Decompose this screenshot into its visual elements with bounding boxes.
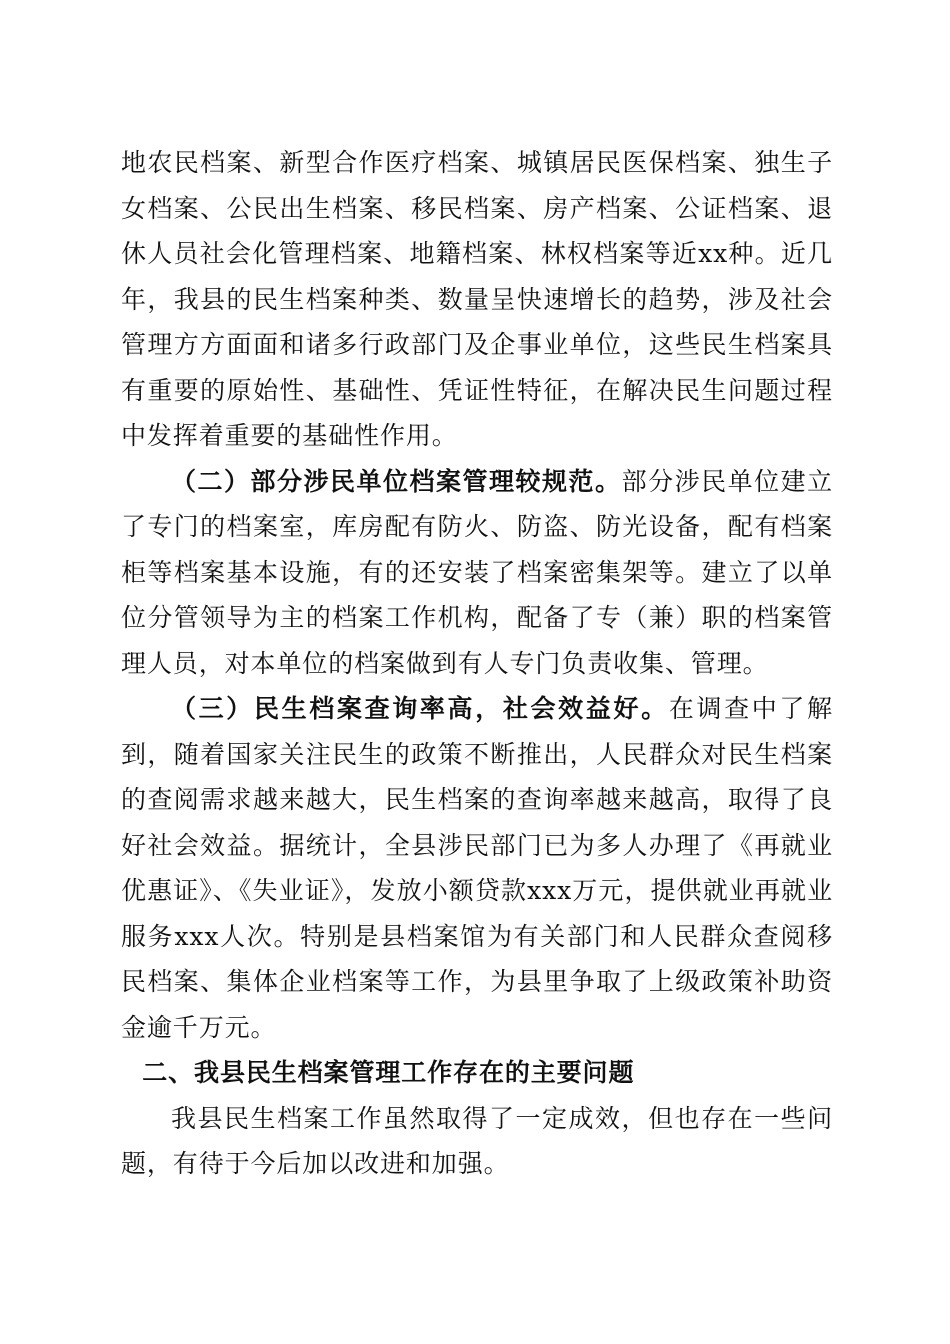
paragraph-text: 在调查中了解到，随着国家关注民生的政策不断推出，人民群众对民生档案的查阅需求越来越大，民生档案的查询率越来越高，取得了良好社会效益。据统计，全县涉民部门已为多人办理了《再就业优惠证》、《失业证》，发放小额贷款xxx万元，提供就业再就业服务xxx人次。特别是县档案馆为有关部门和人民群众查阅移民档案、集体企业档案等工作，为县里争取了上级政策补助资金逾千万元。 — [121, 694, 833, 1042]
paragraph-query-rate — [121, 686, 833, 1050]
paragraph-unit-management — [121, 459, 833, 687]
paragraph-text: 部分涉民单位建立了专门的档案室，库房配有防火、防盗、防光设备，配有档案柜等档案基本设施，有的还安装了档案密集架等。建立了以单位分管领导为主的档案工作机构，配备了专（兼）职的档案管理人员，对本单位的档案做到有人专门负责收集、管理。 — [121, 466, 833, 678]
paragraph-archive-types — [121, 140, 833, 459]
paragraph-text: 地农民档案、新型合作医疗档案、城镇居民医保档案、独生子女档案、公民出生档案、移民档案、房产档案、公证档案、退休人员社会化管理档案、地籍档案、林权档案等近xx种。近几年，我县的民生档案种类、数量呈快速增长的趋势，涉及社会管理方方面面和诸多行政部门及企事业单位，这些民生档案具有重要的原始性、基础性、凭证性特征，在解决民生问题过程中发挥着重要的基础性作用。 — [121, 148, 833, 450]
paragraph-problems-intro — [121, 1096, 833, 1187]
paragraph-lead: （二）部分涉民单位档案管理较规范。 — [171, 466, 622, 496]
document-body — [121, 140, 833, 1187]
section-heading: 二、我县民生档案管理工作存在的主要问题 — [142, 1058, 635, 1087]
paragraph-text: 我县民生档案工作虽然取得了一定成效，但也存在一些问题，有待于今后加以改进和加强。 — [121, 1103, 833, 1178]
paragraph-lead: （三）民生档案查询率高，社会效益好。 — [171, 694, 669, 723]
